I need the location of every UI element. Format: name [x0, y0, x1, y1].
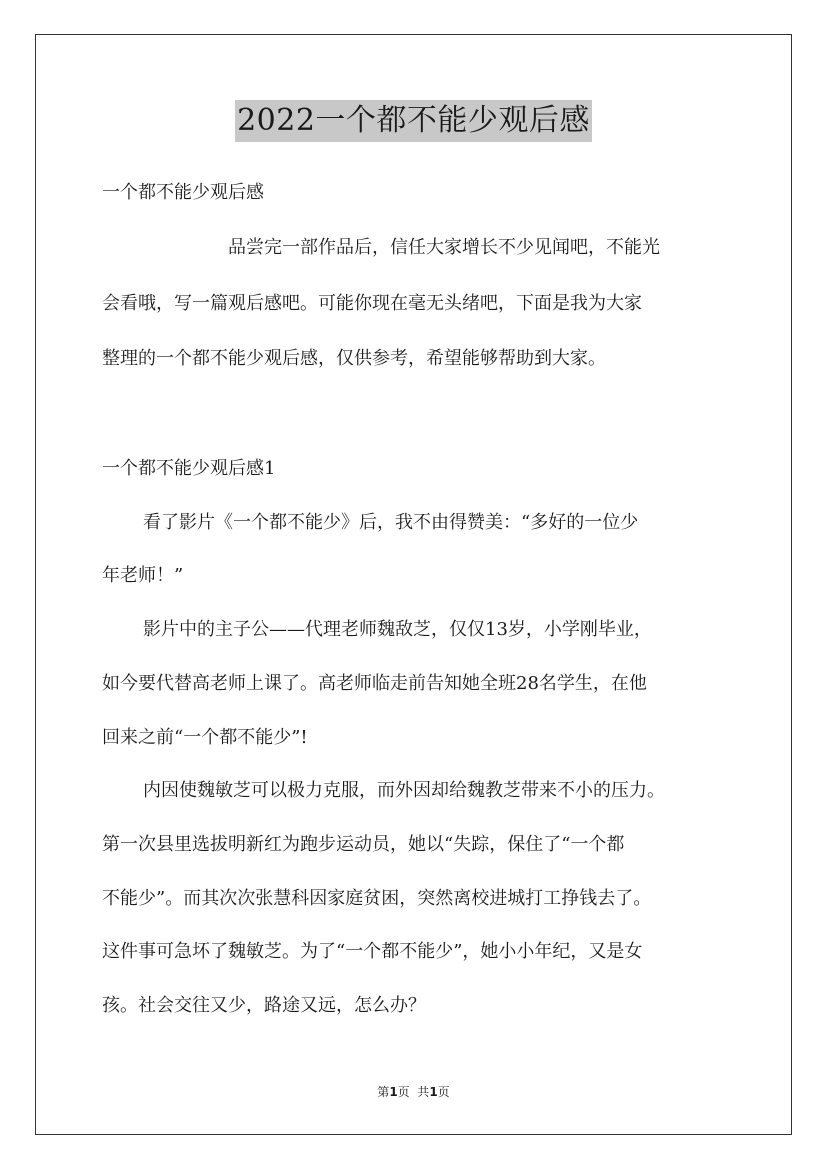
- body-line: 内因使魏敏芝可以极力克服，而外因却给魏教芝带来不小的压力。: [143, 780, 665, 801]
- intro-line: 会看哦，写一篇观后感吧。可能你现在毫无头绪吧，下面是我为大家: [102, 293, 642, 314]
- body-line: 影片中的主子公——代理老师魏敌芝，仅仅13岁，小学刚毕业，: [143, 619, 652, 640]
- body-line: 孩。社会交往又少，路途又远，怎么办？: [102, 995, 426, 1016]
- footer-total-pages: 1: [429, 1085, 438, 1099]
- footer-prefix: 第: [377, 1085, 390, 1099]
- document-subtitle: 一个都不能少观后感: [102, 182, 264, 203]
- footer-page-number: 1: [389, 1085, 398, 1099]
- intro-line: 整理的一个都不能少观后感，仅供参考，希望能够帮助到大家。: [102, 348, 606, 369]
- intro-line: 品尝完一部作品后，信任大家增长不少见闻吧，不能光: [228, 237, 660, 258]
- body-line: 回来之前“一个都不能少”!: [102, 727, 308, 748]
- document-title: 2022一个都不能少观后感: [235, 100, 592, 142]
- body-line: 这件事可急坏了魏敏芝。为了“一个都不能少”，她小小年纪，又是女: [102, 941, 643, 962]
- body-line: 看了影片《一个都不能少》后，我不由得赞美：“多好的一位少: [143, 512, 639, 533]
- page-footer: [0, 1083, 827, 1100]
- body-line: 如今要代替高老师上课了。高老师临走前告知她全班28名学生，在他: [102, 673, 647, 694]
- title-container: [0, 100, 827, 142]
- section-heading: 一个都不能少观后感1: [102, 458, 276, 479]
- body-line: 年老师！”: [102, 565, 184, 586]
- body-line: 第一次县里选拔明新红为跑步运动员，她以“失踪，保住了“一个都: [102, 834, 625, 855]
- body-line: 不能少”。而其次次张慧科因家庭贫困，突然离校进城打工挣钱去了。: [102, 888, 652, 909]
- footer-middle: 页 共: [397, 1085, 430, 1099]
- footer-suffix: 页: [437, 1085, 450, 1099]
